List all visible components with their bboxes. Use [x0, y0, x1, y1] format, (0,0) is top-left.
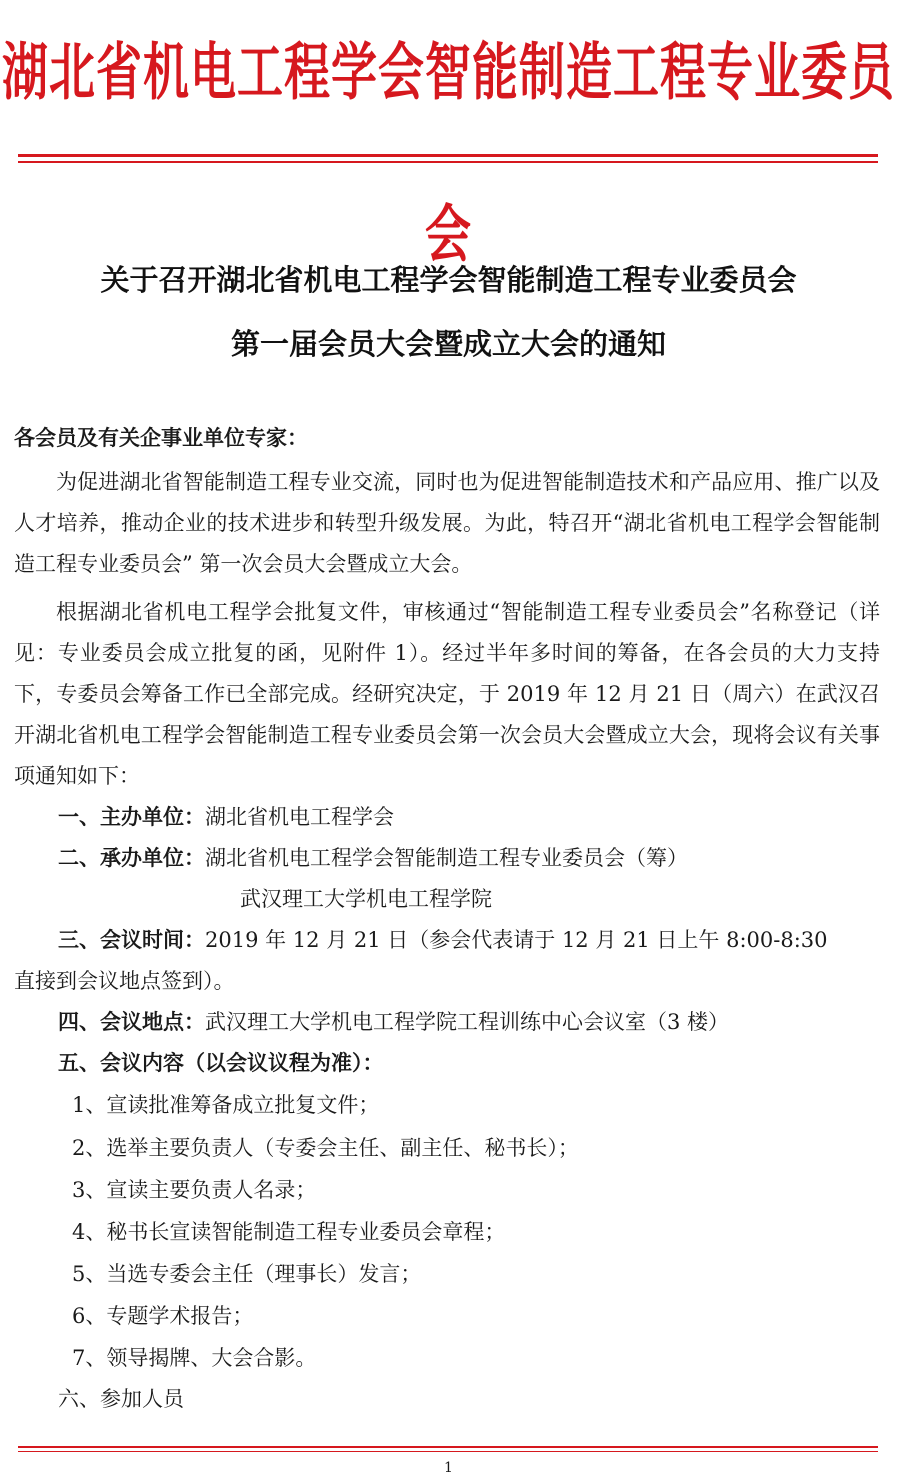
- section-host-label: 一、主办单位：: [58, 805, 205, 829]
- section-organizer-label: 二、承办单位：: [58, 846, 205, 870]
- agenda-item-5: 5、当选专委会主任（理事长）发言；: [72, 1262, 422, 1286]
- section-organizer-value: 湖北省机电工程学会智能制造工程专业委员会（筹）: [205, 846, 688, 870]
- section-attendees: [58, 1379, 897, 1420]
- section-location-label: 四、会议地点：: [58, 1010, 205, 1034]
- section-host: [58, 797, 897, 838]
- salutation: 各会员及有关企事业单位专家：: [14, 426, 308, 450]
- section-agenda: [58, 1043, 897, 1084]
- section-agenda-label: 五、会议内容（以会议议程为准）：: [58, 1051, 384, 1075]
- agenda-item-7: 7、领导揭牌、大会合影。: [72, 1346, 317, 1370]
- page-number: 1: [444, 1460, 453, 1476]
- section-time: [58, 920, 897, 961]
- paragraph-decision: 根据湖北省机电工程学会批复文件，审核通过“智能制造工程专业委员会”名称登记（详见：专业委员会成立批复的函，见附件 1）。经过半年多时间的筹备，在各会员的大力支持下，专委员会筹备工作已全部完成。经研究决定，于 2019 年 12 月 21 日（周六）在武汉召开湖北省机电工程学会智能制造工程专业委员会第一次会员大会暨成立大会，现将会议有关事项通知如下：: [14, 600, 880, 788]
- agenda-item-6: 6、专题学术报告；: [72, 1304, 254, 1328]
- agenda-item-2: 2、选举主要负责人（专委会主任、副主任、秘书长）；: [72, 1136, 579, 1160]
- paragraph-purpose: 为促进湖北省智能制造工程专业交流，同时也为促进智能制造技术和产品应用、推广以及人才培养，推动企业的技术进步和转型升级发展。为此，特召开“湖北省机电工程学会智能制造工程专业委员会” 第一次会员大会暨成立大会。: [14, 470, 880, 576]
- section-time-value2: 直接到会议地点签到）。: [14, 969, 235, 993]
- notice-title-line2: 第一届会员大会暨成立大会的通知: [230, 327, 666, 361]
- agenda-item-1: 1、宣读批准筹备成立批复文件；: [72, 1093, 380, 1117]
- notice-title-line1: 关于召开湖北省机电工程学会智能制造工程专业委员会: [100, 263, 797, 297]
- masthead-rule-thick: [18, 154, 878, 157]
- section-location: [58, 1002, 897, 1043]
- section-host-value: 湖北省机电工程学会: [205, 805, 394, 829]
- section-time-label: 三、会议时间：: [58, 928, 205, 952]
- agenda-item-4: 4、秘书长宣读智能制造工程专业委员会章程；: [72, 1220, 506, 1244]
- masthead-title: 湖北省机电工程学会智能制造工程专业委员会: [2, 35, 895, 271]
- section-time-value: 2019 年 12 月 21 日（参会代表请于 12 月 21 日上午 8:00-8:30: [205, 928, 828, 952]
- footer-rule-thin: [18, 1451, 878, 1452]
- section-attendees-label: 六、参加人员: [58, 1387, 184, 1411]
- masthead-rule-thin: [18, 161, 878, 163]
- section-organizer-value2: 武汉理工大学机电工程学院: [240, 887, 492, 911]
- section-location-value: 武汉理工大学机电工程学院工程训练中心会议室（3 楼）: [205, 1010, 730, 1034]
- agenda-item-3: 3、宣读主要负责人名录；: [72, 1178, 317, 1202]
- footer-rule-thick: [18, 1446, 878, 1448]
- section-organizer: [58, 838, 897, 879]
